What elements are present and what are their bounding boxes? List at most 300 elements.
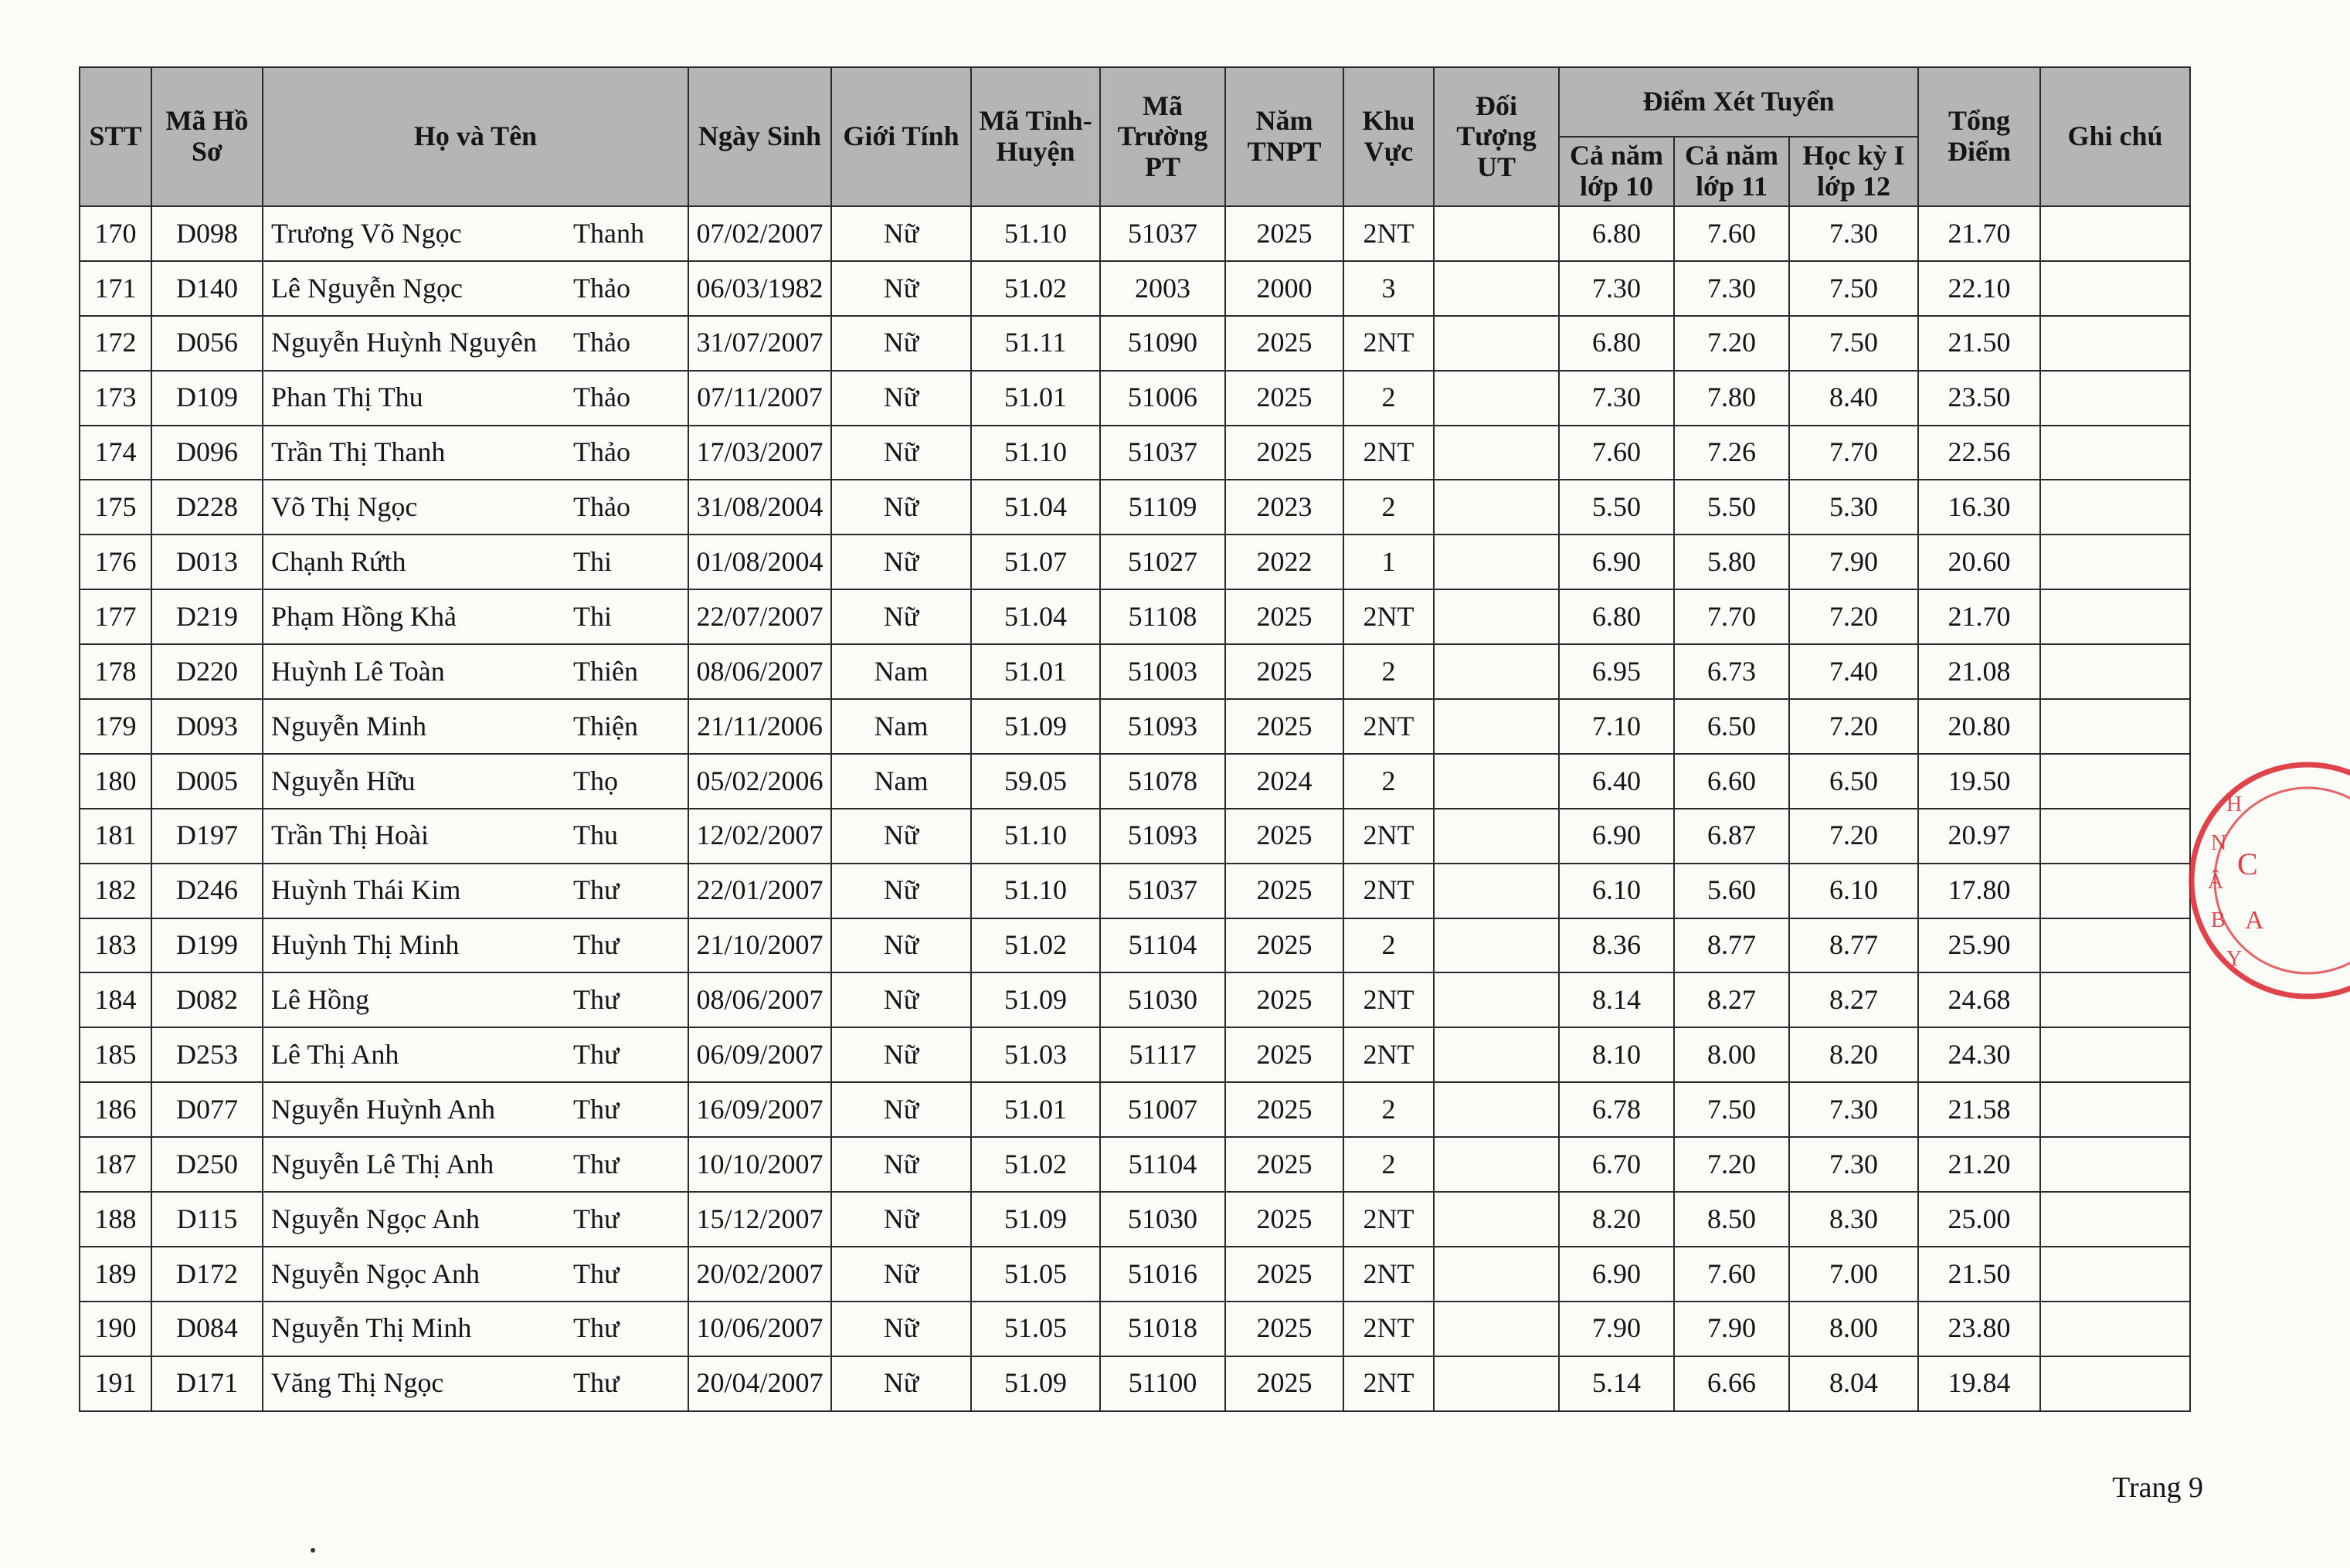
cell-ma-ho-so: D082	[151, 972, 263, 1027]
cell-khu-vuc: 2	[1343, 1137, 1434, 1192]
cell-ma-tinh-huyen: 51.09	[971, 972, 1100, 1027]
cell-ghi-chu	[2040, 864, 2190, 918]
cell-ma-tinh-huyen: 51.10	[971, 809, 1100, 864]
cell-diem-lop-10: 8.20	[1559, 1192, 1674, 1247]
cell-ghi-chu	[2040, 918, 2190, 973]
cell-diem-lop-12: 8.77	[1789, 918, 1918, 973]
cell-doi-tuong	[1434, 644, 1559, 699]
cell-ma-ho-so: D199	[151, 918, 263, 973]
table-row	[80, 1302, 2190, 1356]
cell-diem-lop-11: 6.66	[1674, 1356, 1789, 1411]
cell-stt: 175	[80, 480, 151, 535]
header-lop-10: Cả năm lớp 10	[1559, 137, 1674, 206]
cell-khu-vuc: 2	[1343, 644, 1434, 699]
svg-text:H: H	[2226, 792, 2243, 816]
cell-stt: 186	[80, 1082, 151, 1137]
cell-ma-tinh-huyen: 51.01	[971, 644, 1100, 699]
cell-gioi-tinh: Nữ	[831, 1137, 971, 1192]
cell-gioi-tinh: Nam	[831, 644, 971, 699]
cell-nam-tnpt: 2025	[1225, 371, 1343, 426]
cell-ghi-chu	[2040, 480, 2190, 535]
cell-ngay-sinh: 21/11/2006	[688, 699, 831, 754]
cell-tong-diem: 20.80	[1918, 699, 2040, 754]
cell-doi-tuong	[1434, 426, 1559, 480]
cell-ten: Thảo	[570, 480, 688, 535]
cell-diem-lop-10: 6.78	[1559, 1082, 1674, 1137]
cell-gioi-tinh: Nữ	[831, 1082, 971, 1137]
cell-diem-lop-10: 6.90	[1559, 809, 1674, 864]
cell-ten: Thảo	[570, 316, 688, 371]
cell-ho-dem: Trần Thị Hoài	[263, 809, 570, 864]
cell-stt: 190	[80, 1302, 151, 1356]
cell-khu-vuc: 2	[1343, 754, 1434, 809]
cell-diem-lop-11: 6.73	[1674, 644, 1789, 699]
table-row	[80, 589, 2190, 644]
cell-doi-tuong	[1434, 1137, 1559, 1192]
cell-ten: Thanh	[570, 206, 688, 261]
cell-diem-lop-12: 6.50	[1789, 754, 1918, 809]
cell-ma-tinh-huyen: 59.05	[971, 754, 1100, 809]
cell-ngay-sinh: 20/04/2007	[688, 1356, 831, 1411]
cell-ten: Thi	[570, 535, 688, 589]
cell-diem-lop-12: 7.30	[1789, 1082, 1918, 1137]
cell-diem-lop-12: 7.20	[1789, 699, 1918, 754]
table-row	[80, 864, 2190, 918]
cell-khu-vuc: 2	[1343, 918, 1434, 973]
cell-diem-lop-12: 7.90	[1789, 535, 1918, 589]
cell-ghi-chu	[2040, 1027, 2190, 1082]
cell-ma-truong: 51078	[1100, 754, 1225, 809]
cell-ma-ho-so: D098	[151, 206, 263, 261]
cell-ho-dem: Phan Thị Thu	[263, 371, 570, 426]
cell-diem-lop-12: 8.04	[1789, 1356, 1918, 1411]
cell-nam-tnpt: 2025	[1225, 1356, 1343, 1411]
header-ho-va-ten: Họ và Tên	[263, 67, 688, 206]
cell-diem-lop-11: 7.70	[1674, 589, 1789, 644]
cell-ngay-sinh: 07/02/2007	[688, 206, 831, 261]
cell-gioi-tinh: Nữ	[831, 316, 971, 371]
cell-khu-vuc: 2NT	[1343, 1027, 1434, 1082]
cell-khu-vuc: 2NT	[1343, 426, 1434, 480]
cell-doi-tuong	[1434, 261, 1559, 316]
cell-ma-ho-so: D253	[151, 1027, 263, 1082]
cell-gioi-tinh: Nữ	[831, 1356, 971, 1411]
cell-diem-lop-12: 7.30	[1789, 1137, 1918, 1192]
cell-nam-tnpt: 2025	[1225, 206, 1343, 261]
cell-ghi-chu	[2040, 589, 2190, 644]
cell-diem-lop-10: 6.10	[1559, 864, 1674, 918]
cell-ho-dem: Nguyễn Huỳnh Nguyên	[263, 316, 570, 371]
cell-ghi-chu	[2040, 1302, 2190, 1356]
cell-ma-truong: 51037	[1100, 426, 1225, 480]
cell-tong-diem: 25.00	[1918, 1192, 2040, 1247]
cell-ma-tinh-huyen: 51.10	[971, 426, 1100, 480]
cell-gioi-tinh: Nữ	[831, 972, 971, 1027]
cell-tong-diem: 23.80	[1918, 1302, 2040, 1356]
scan-speck	[311, 1548, 315, 1553]
cell-nam-tnpt: 2000	[1225, 261, 1343, 316]
cell-diem-lop-11: 7.80	[1674, 371, 1789, 426]
header-lop-11: Cả năm lớp 11	[1674, 137, 1789, 206]
cell-ma-tinh-huyen: 51.10	[971, 206, 1100, 261]
cell-gioi-tinh: Nữ	[831, 261, 971, 316]
cell-ho-dem: Nguyễn Hữu	[263, 754, 570, 809]
cell-ho-dem: Phạm Hồng Khả	[263, 589, 570, 644]
cell-ma-ho-so: D172	[151, 1247, 263, 1302]
svg-text:Â: Â	[2208, 870, 2224, 894]
cell-ma-ho-so: D219	[151, 589, 263, 644]
cell-ho-dem: Nguyễn Ngọc Anh	[263, 1192, 570, 1247]
cell-diem-lop-12: 7.20	[1789, 589, 1918, 644]
cell-nam-tnpt: 2022	[1225, 535, 1343, 589]
cell-ngay-sinh: 16/09/2007	[688, 1082, 831, 1137]
cell-ma-ho-so: D013	[151, 535, 263, 589]
cell-doi-tuong	[1434, 1247, 1559, 1302]
table-row	[80, 699, 2190, 754]
cell-ho-dem: Văng Thị Ngọc	[263, 1356, 570, 1411]
cell-diem-lop-10: 5.14	[1559, 1356, 1674, 1411]
cell-stt: 172	[80, 316, 151, 371]
cell-ghi-chu	[2040, 261, 2190, 316]
cell-ma-ho-so: D096	[151, 426, 263, 480]
cell-diem-lop-10: 7.10	[1559, 699, 1674, 754]
cell-doi-tuong	[1434, 206, 1559, 261]
cell-ghi-chu	[2040, 1356, 2190, 1411]
cell-doi-tuong	[1434, 480, 1559, 535]
cell-gioi-tinh: Nữ	[831, 1302, 971, 1356]
table-header-row	[80, 67, 2190, 137]
cell-ma-tinh-huyen: 51.03	[971, 1027, 1100, 1082]
cell-ma-truong: 51037	[1100, 864, 1225, 918]
cell-ma-truong: 51104	[1100, 918, 1225, 973]
table-row	[80, 1082, 2190, 1137]
header-ma-truong: Mã Trường PT	[1100, 67, 1225, 206]
cell-tong-diem: 16.30	[1918, 480, 2040, 535]
cell-ma-truong: 51108	[1100, 589, 1225, 644]
cell-doi-tuong	[1434, 809, 1559, 864]
cell-ngay-sinh: 06/09/2007	[688, 1027, 831, 1082]
table-row	[80, 918, 2190, 973]
cell-ma-ho-so: D197	[151, 809, 263, 864]
cell-nam-tnpt: 2025	[1225, 1247, 1343, 1302]
cell-diem-lop-11: 7.90	[1674, 1302, 1789, 1356]
cell-ma-tinh-huyen: 51.02	[971, 918, 1100, 973]
cell-khu-vuc: 2NT	[1343, 864, 1434, 918]
cell-diem-lop-11: 8.50	[1674, 1192, 1789, 1247]
cell-ten: Thiên	[570, 644, 688, 699]
cell-ten: Thư	[570, 1027, 688, 1082]
cell-ma-truong: 51006	[1100, 371, 1225, 426]
svg-text:B: B	[2211, 908, 2226, 932]
cell-ma-truong: 51117	[1100, 1027, 1225, 1082]
cell-stt: 179	[80, 699, 151, 754]
cell-ngay-sinh: 05/02/2006	[688, 754, 831, 809]
cell-ten: Thư	[570, 864, 688, 918]
cell-tong-diem: 17.80	[1918, 864, 2040, 918]
cell-ten: Thi	[570, 589, 688, 644]
cell-stt: 188	[80, 1192, 151, 1247]
cell-tong-diem: 23.50	[1918, 371, 2040, 426]
cell-stt: 185	[80, 1027, 151, 1082]
cell-khu-vuc: 2NT	[1343, 809, 1434, 864]
cell-ghi-chu	[2040, 535, 2190, 589]
cell-nam-tnpt: 2025	[1225, 1302, 1343, 1356]
cell-ghi-chu	[2040, 699, 2190, 754]
cell-doi-tuong	[1434, 699, 1559, 754]
cell-ma-tinh-huyen: 51.09	[971, 1192, 1100, 1247]
cell-stt: 178	[80, 644, 151, 699]
cell-nam-tnpt: 2025	[1225, 864, 1343, 918]
cell-ten: Thư	[570, 1137, 688, 1192]
cell-stt: 171	[80, 261, 151, 316]
cell-gioi-tinh: Nữ	[831, 1192, 971, 1247]
cell-ho-dem: Nguyễn Lê Thị Anh	[263, 1137, 570, 1192]
cell-nam-tnpt: 2025	[1225, 1192, 1343, 1247]
cell-ma-truong: 51007	[1100, 1082, 1225, 1137]
cell-ngay-sinh: 15/12/2007	[688, 1192, 831, 1247]
header-ma-tinh-huyen: Mã Tỉnh- Huyện	[971, 67, 1100, 206]
cell-ngay-sinh: 31/07/2007	[688, 316, 831, 371]
table-row	[80, 644, 2190, 699]
cell-diem-lop-12: 8.30	[1789, 1192, 1918, 1247]
cell-ho-dem: Nguyễn Ngọc Anh	[263, 1247, 570, 1302]
cell-diem-lop-12: 8.40	[1789, 371, 1918, 426]
cell-ma-ho-so: D246	[151, 864, 263, 918]
cell-ghi-chu	[2040, 206, 2190, 261]
cell-diem-lop-12: 6.10	[1789, 864, 1918, 918]
cell-doi-tuong	[1434, 589, 1559, 644]
cell-ma-ho-so: D115	[151, 1192, 263, 1247]
cell-tong-diem: 21.50	[1918, 316, 2040, 371]
header-ghi-chu: Ghi chú	[2040, 67, 2190, 206]
cell-ho-dem: Huỳnh Lê Toàn	[263, 644, 570, 699]
header-ngay-sinh: Ngày Sinh	[688, 67, 831, 206]
cell-diem-lop-11: 8.00	[1674, 1027, 1789, 1082]
cell-ngay-sinh: 08/06/2007	[688, 972, 831, 1027]
cell-khu-vuc: 2	[1343, 371, 1434, 426]
cell-khu-vuc: 2	[1343, 480, 1434, 535]
table-row	[80, 371, 2190, 426]
cell-ma-tinh-huyen: 51.01	[971, 371, 1100, 426]
cell-ma-ho-so: D250	[151, 1137, 263, 1192]
header-stt: STT	[80, 67, 151, 206]
cell-ngay-sinh: 21/10/2007	[688, 918, 831, 973]
cell-ten: Thảo	[570, 426, 688, 480]
cell-diem-lop-11: 7.30	[1674, 261, 1789, 316]
cell-ma-truong: 51093	[1100, 699, 1225, 754]
cell-ten: Thảo	[570, 371, 688, 426]
cell-diem-lop-10: 7.30	[1559, 261, 1674, 316]
cell-ho-dem: Lê Thị Anh	[263, 1027, 570, 1082]
cell-diem-lop-11: 7.26	[1674, 426, 1789, 480]
cell-ngay-sinh: 01/08/2004	[688, 535, 831, 589]
table-row	[80, 972, 2190, 1027]
cell-ho-dem: Trương Võ Ngọc	[263, 206, 570, 261]
cell-ngay-sinh: 20/02/2007	[688, 1247, 831, 1302]
cell-ten: Thiện	[570, 699, 688, 754]
cell-diem-lop-10: 7.60	[1559, 426, 1674, 480]
cell-ghi-chu	[2040, 809, 2190, 864]
cell-diem-lop-10: 8.14	[1559, 972, 1674, 1027]
cell-ghi-chu	[2040, 1247, 2190, 1302]
cell-diem-lop-12: 5.30	[1789, 480, 1918, 535]
table-row	[80, 480, 2190, 535]
cell-ho-dem: Lê Hồng	[263, 972, 570, 1027]
cell-diem-lop-10: 6.90	[1559, 535, 1674, 589]
cell-ngay-sinh: 08/06/2007	[688, 644, 831, 699]
cell-diem-lop-11: 5.80	[1674, 535, 1789, 589]
cell-nam-tnpt: 2023	[1225, 480, 1343, 535]
cell-diem-lop-12: 8.20	[1789, 1027, 1918, 1082]
cell-diem-lop-10: 8.10	[1559, 1027, 1674, 1082]
cell-ma-truong: 51037	[1100, 206, 1225, 261]
cell-ma-truong: 51093	[1100, 809, 1225, 864]
svg-text:N: N	[2211, 831, 2227, 855]
cell-doi-tuong	[1434, 972, 1559, 1027]
cell-ma-ho-so: D093	[151, 699, 263, 754]
cell-diem-lop-11: 7.20	[1674, 1137, 1789, 1192]
cell-doi-tuong	[1434, 864, 1559, 918]
cell-khu-vuc: 2NT	[1343, 699, 1434, 754]
cell-ngay-sinh: 22/07/2007	[688, 589, 831, 644]
svg-text:C: C	[2237, 847, 2258, 881]
cell-gioi-tinh: Nam	[831, 754, 971, 809]
cell-ma-tinh-huyen: 51.04	[971, 480, 1100, 535]
cell-diem-lop-12: 7.50	[1789, 261, 1918, 316]
cell-nam-tnpt: 2025	[1225, 699, 1343, 754]
cell-diem-lop-12: 7.50	[1789, 316, 1918, 371]
cell-khu-vuc: 2NT	[1343, 589, 1434, 644]
cell-nam-tnpt: 2025	[1225, 972, 1343, 1027]
cell-gioi-tinh: Nữ	[831, 864, 971, 918]
cell-ngay-sinh: 12/02/2007	[688, 809, 831, 864]
cell-ten: Thư	[570, 1356, 688, 1411]
cell-ngay-sinh: 10/10/2007	[688, 1137, 831, 1192]
cell-stt: 183	[80, 918, 151, 973]
cell-tong-diem: 21.50	[1918, 1247, 2040, 1302]
cell-ho-dem: Huỳnh Thái Kim	[263, 864, 570, 918]
cell-ma-truong: 51030	[1100, 1192, 1225, 1247]
cell-stt: 170	[80, 206, 151, 261]
cell-nam-tnpt: 2025	[1225, 316, 1343, 371]
cell-diem-lop-11: 7.50	[1674, 1082, 1789, 1137]
cell-tong-diem: 21.70	[1918, 589, 2040, 644]
cell-khu-vuc: 1	[1343, 535, 1434, 589]
cell-ma-truong: 51104	[1100, 1137, 1225, 1192]
cell-ma-truong: 51109	[1100, 480, 1225, 535]
cell-khu-vuc: 2NT	[1343, 1247, 1434, 1302]
cell-ma-ho-so: D109	[151, 371, 263, 426]
cell-doi-tuong	[1434, 535, 1559, 589]
cell-stt: 187	[80, 1137, 151, 1192]
table-row	[80, 1137, 2190, 1192]
cell-ma-ho-so: D084	[151, 1302, 263, 1356]
cell-ma-tinh-huyen: 51.02	[971, 1137, 1100, 1192]
cell-ten: Thư	[570, 1192, 688, 1247]
svg-text:A: A	[2245, 906, 2264, 935]
header-khu-vuc: Khu Vực	[1343, 67, 1434, 206]
cell-doi-tuong	[1434, 371, 1559, 426]
cell-ma-ho-so: D220	[151, 644, 263, 699]
cell-diem-lop-10: 7.90	[1559, 1302, 1674, 1356]
cell-stt: 173	[80, 371, 151, 426]
table-row	[80, 754, 2190, 809]
cell-doi-tuong	[1434, 1302, 1559, 1356]
cell-stt: 182	[80, 864, 151, 918]
cell-ma-tinh-huyen: 51.09	[971, 699, 1100, 754]
cell-ho-dem: Nguyễn Thị Minh	[263, 1302, 570, 1356]
cell-diem-lop-11: 5.50	[1674, 480, 1789, 535]
cell-ten: Thư	[570, 1302, 688, 1356]
cell-doi-tuong	[1434, 1027, 1559, 1082]
cell-ma-ho-so: D077	[151, 1082, 263, 1137]
cell-diem-lop-10: 6.80	[1559, 316, 1674, 371]
cell-stt: 180	[80, 754, 151, 809]
cell-gioi-tinh: Nữ	[831, 371, 971, 426]
cell-ma-tinh-huyen: 51.07	[971, 535, 1100, 589]
cell-ho-dem: Nguyễn Huỳnh Anh	[263, 1082, 570, 1137]
cell-tong-diem: 19.50	[1918, 754, 2040, 809]
cell-ten: Thư	[570, 972, 688, 1027]
cell-tong-diem: 22.10	[1918, 261, 2040, 316]
cell-ma-truong: 2003	[1100, 261, 1225, 316]
cell-tong-diem: 21.58	[1918, 1082, 2040, 1137]
official-seal-stamp	[2180, 711, 2350, 1050]
cell-ma-truong: 51100	[1100, 1356, 1225, 1411]
header-doi-tuong: Đối Tượng UT	[1434, 67, 1559, 206]
cell-nam-tnpt: 2025	[1225, 589, 1343, 644]
admission-score-table	[79, 66, 2191, 1412]
cell-ma-truong: 51003	[1100, 644, 1225, 699]
cell-ngay-sinh: 06/03/1982	[688, 261, 831, 316]
cell-diem-lop-11: 7.60	[1674, 206, 1789, 261]
cell-doi-tuong	[1434, 754, 1559, 809]
cell-tong-diem: 22.56	[1918, 426, 2040, 480]
cell-nam-tnpt: 2024	[1225, 754, 1343, 809]
cell-diem-lop-10: 5.50	[1559, 480, 1674, 535]
header-gioi-tinh: Giới Tính	[831, 67, 971, 206]
cell-ma-tinh-huyen: 51.05	[971, 1302, 1100, 1356]
cell-ngay-sinh: 22/01/2007	[688, 864, 831, 918]
cell-ten: Thư	[570, 1082, 688, 1137]
table-row	[80, 809, 2190, 864]
cell-stt: 184	[80, 972, 151, 1027]
cell-ghi-chu	[2040, 1137, 2190, 1192]
cell-nam-tnpt: 2025	[1225, 426, 1343, 480]
cell-tong-diem: 24.68	[1918, 972, 2040, 1027]
header-nam-tnpt: Năm TNPT	[1225, 67, 1343, 206]
cell-ma-ho-so: D140	[151, 261, 263, 316]
cell-ma-ho-so: D056	[151, 316, 263, 371]
cell-gioi-tinh: Nữ	[831, 426, 971, 480]
cell-nam-tnpt: 2025	[1225, 1027, 1343, 1082]
table-body	[80, 206, 2190, 1411]
cell-diem-lop-10: 7.30	[1559, 371, 1674, 426]
cell-ma-tinh-huyen: 51.11	[971, 316, 1100, 371]
cell-ma-tinh-huyen: 51.05	[971, 1247, 1100, 1302]
cell-khu-vuc: 2	[1343, 1082, 1434, 1137]
cell-tong-diem: 21.08	[1918, 644, 2040, 699]
cell-doi-tuong	[1434, 918, 1559, 973]
cell-gioi-tinh: Nam	[831, 699, 971, 754]
cell-diem-lop-11: 8.27	[1674, 972, 1789, 1027]
svg-text:Y: Y	[2226, 947, 2243, 971]
cell-tong-diem: 24.30	[1918, 1027, 2040, 1082]
cell-ngay-sinh: 31/08/2004	[688, 480, 831, 535]
cell-ghi-chu	[2040, 316, 2190, 371]
cell-ghi-chu	[2040, 426, 2190, 480]
table-row	[80, 426, 2190, 480]
